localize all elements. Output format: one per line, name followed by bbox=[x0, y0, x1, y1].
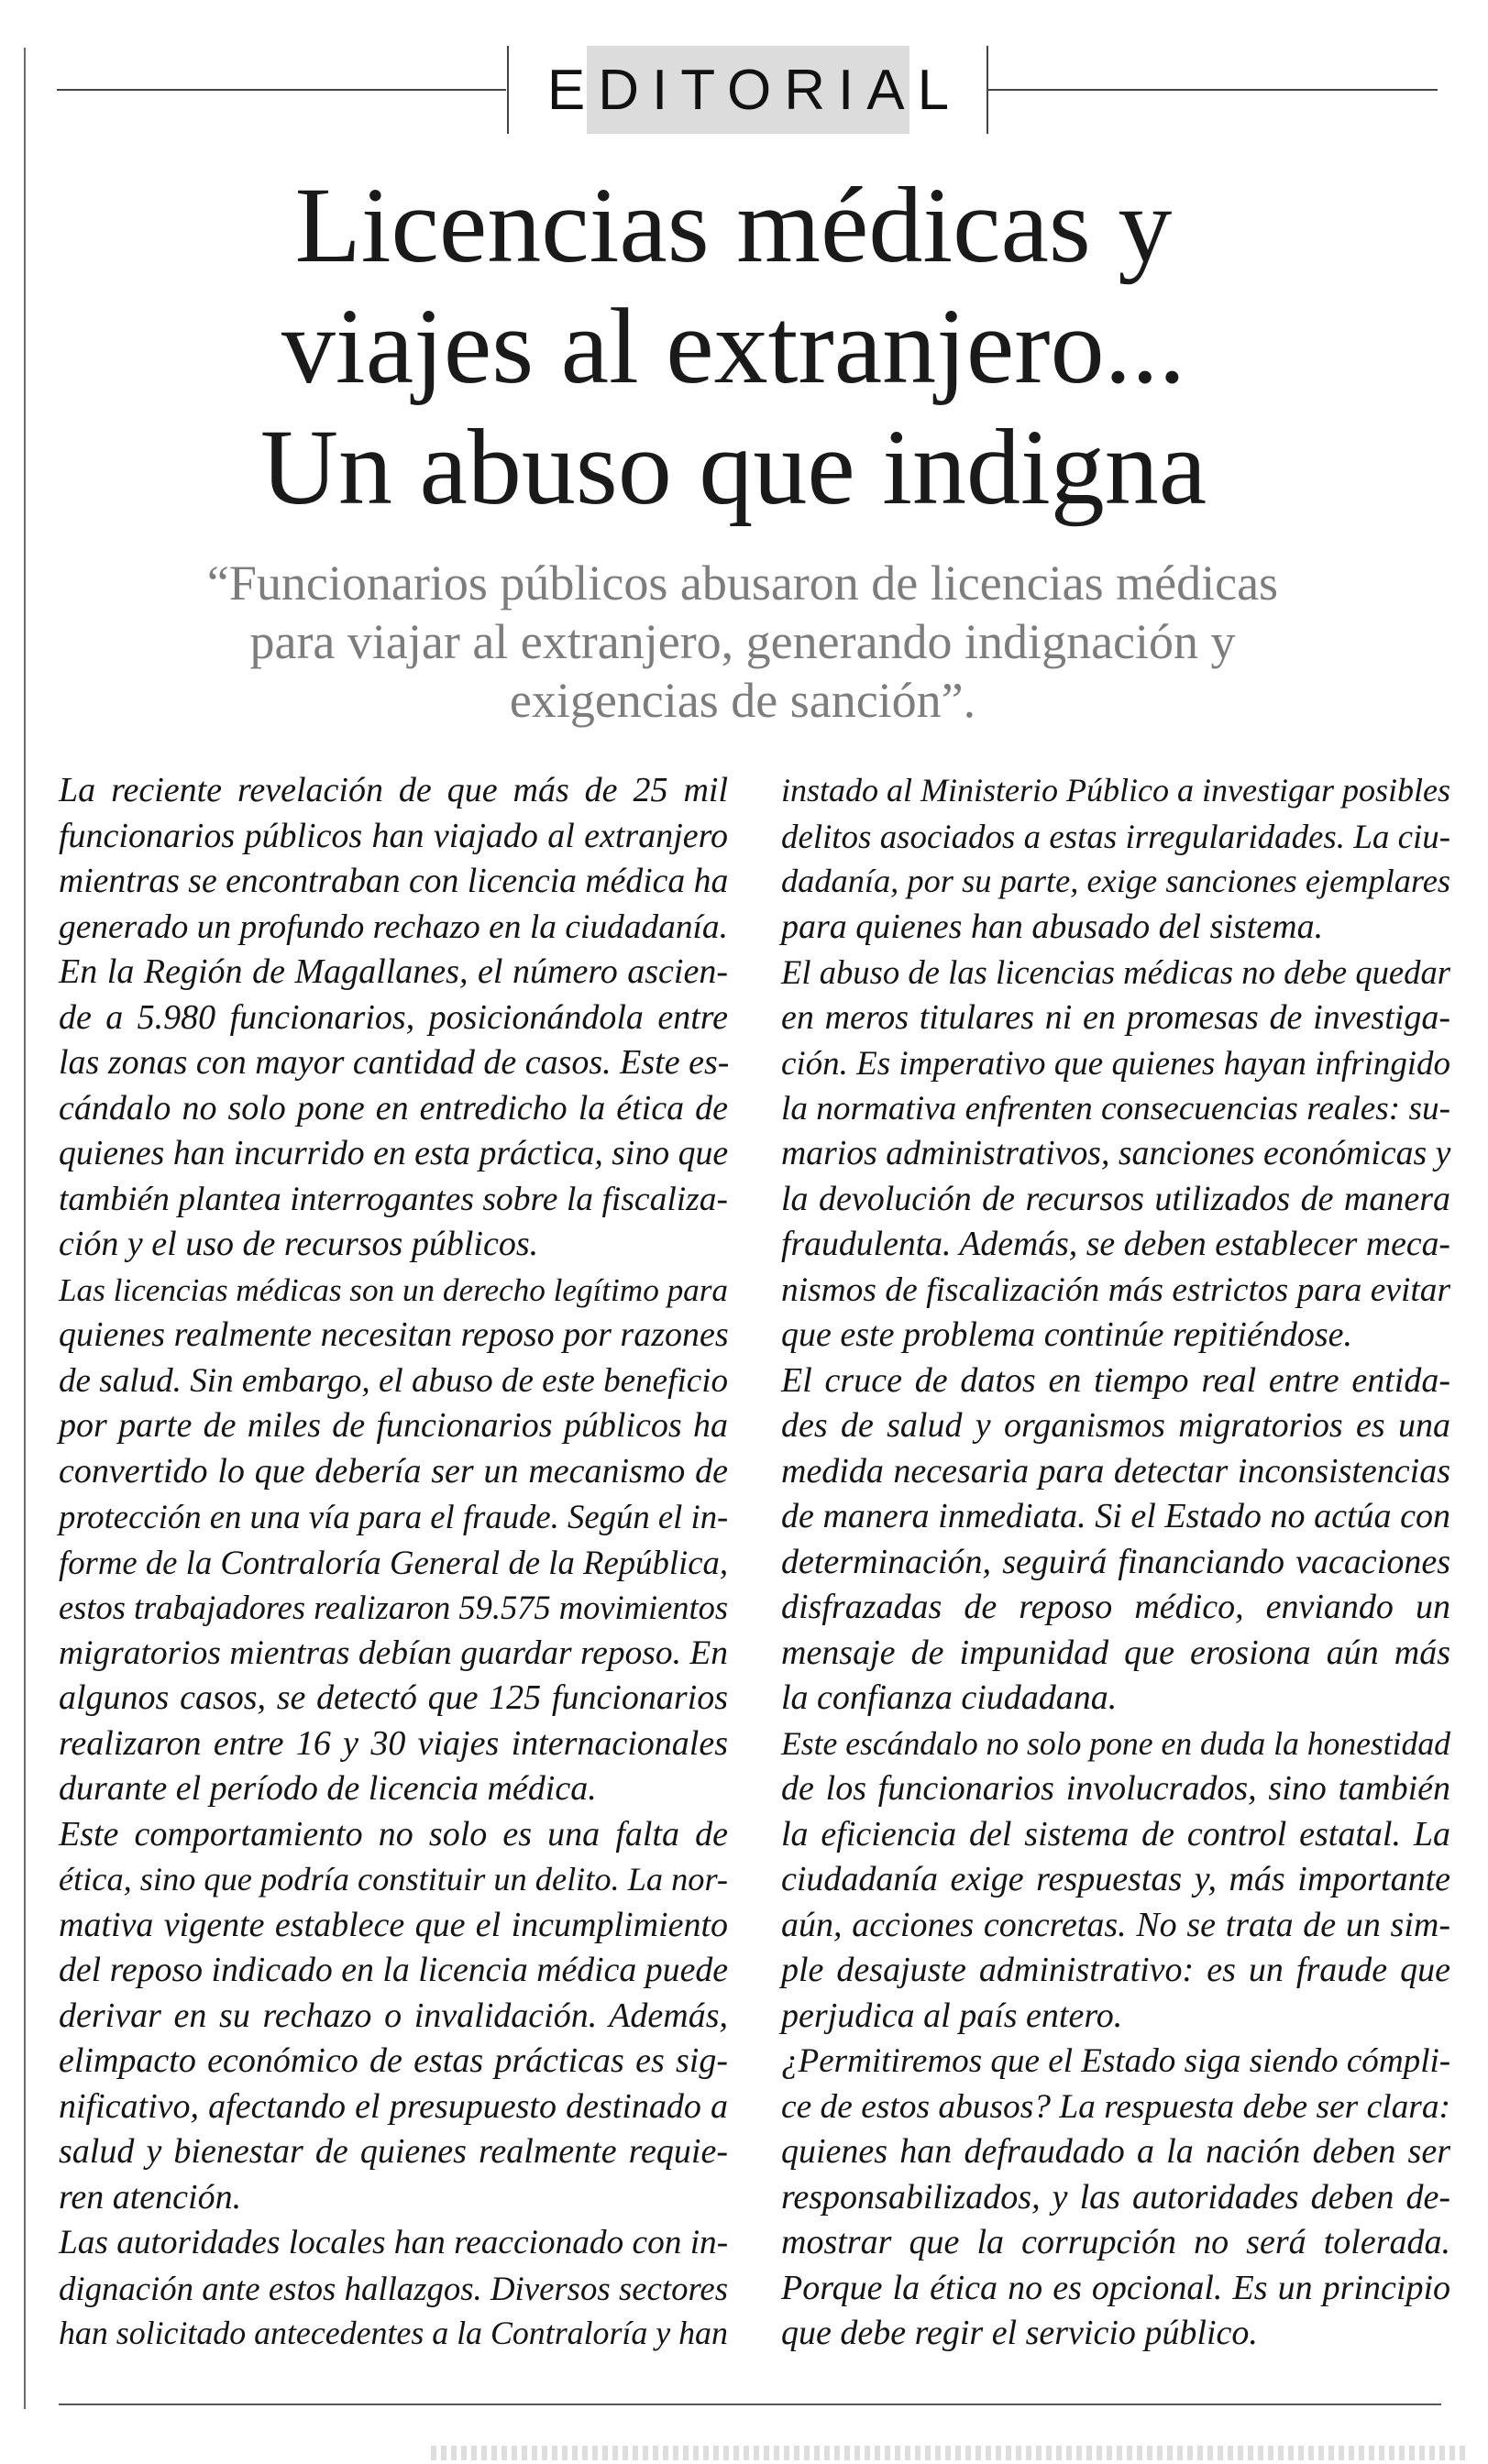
body-text-line: ren atención. bbox=[59, 2177, 242, 2216]
body-text-line: mientras se encontraban con licencia médica ha bbox=[59, 862, 729, 900]
body-text-line: de los funcionarios involucrados, sino también bbox=[781, 1769, 1450, 1808]
banner-tick-left bbox=[507, 46, 509, 134]
body-text-line: convertido lo que debería ser un mecanismo de bbox=[59, 1451, 728, 1490]
body-column-right bbox=[781, 768, 1450, 2357]
body-text-line: quienes han incurrido en esta práctica, sino que bbox=[59, 1134, 729, 1172]
body-text-line: quienes realmente necesitan reposo por razones bbox=[59, 1315, 729, 1354]
body-text-line: por parte de miles de funcionarios públicos ha bbox=[59, 1406, 728, 1445]
body-text-line: dadanía, por su parte, exige sanciones ejemplares bbox=[781, 863, 1450, 899]
body-text-line: durante el período de licencia médica. bbox=[59, 1769, 597, 1808]
body-text-line: dignación ante estos hallazgos. Diversos sectores bbox=[59, 2269, 728, 2307]
body-text-line: Este comportamiento no solo es una falta de bbox=[59, 1814, 728, 1854]
body-text-line: protección en una vía para el fraude. Según el in- bbox=[59, 1498, 729, 1535]
body-text-line: Las licencias médicas son un derecho legítimo para bbox=[59, 1271, 728, 1308]
deck-line: para viajar al extranjero, generando indignación y bbox=[249, 614, 1236, 669]
deck-line: exigencias de sanción”. bbox=[509, 673, 976, 728]
headline-line: viajes al extranjero... bbox=[281, 286, 1186, 406]
body-text-line: determinación, seguirá financiando vacaciones bbox=[781, 1542, 1450, 1581]
body-text-line: responsabilizados, y las autoridades deben de- bbox=[781, 2177, 1450, 2216]
body-text-line: ción y el uso de recursos públicos. bbox=[59, 1225, 539, 1263]
body-text-line: cándalo no solo pone en entredicho la ética de bbox=[59, 1088, 728, 1128]
section-label: EDITORIAL bbox=[587, 46, 909, 134]
body-text-line: ce de estos abusos? La respuesta debe ser clara: bbox=[781, 2087, 1450, 2126]
body-text-line: nificativo, afectando el presupuesto destinado a bbox=[59, 2086, 728, 2126]
headline bbox=[110, 165, 1357, 528]
body-text-line: ¿Permitiremos que el Estado siga siendo cómpli- bbox=[781, 2042, 1451, 2080]
body-text-line: la confianza ciudadana. bbox=[781, 1678, 1118, 1717]
body-text-line: marios administrativos, sanciones económicas y bbox=[781, 1134, 1451, 1172]
body-text-line: de manera inmediata. Si el Estado no actúa con bbox=[781, 1497, 1450, 1535]
body-text-line: elimpacto económico de estas prácticas es sig- bbox=[59, 2041, 728, 2080]
body-text-line: ple desajuste administrativo: es un fraude que bbox=[781, 1951, 1450, 1989]
body-text-line: algunos casos, se detectó que 125 funcionarios bbox=[59, 1678, 728, 1717]
body-text-line: ción. Es imperativo que quienes hayan infringido bbox=[781, 1044, 1450, 1082]
body-text-line: mativa vigente establece que el incumplimiento bbox=[59, 1905, 728, 1944]
body-text-line: aún, acciones concretas. No se trata de un sim- bbox=[781, 1905, 1450, 1944]
body-text-line: derivar en su rechazo o invalidación. Además, bbox=[59, 1996, 728, 2035]
body-text-line: Este escándalo no solo pone en duda la honestidad bbox=[781, 1724, 1450, 1762]
body-text-line: perjudica al país entero. bbox=[781, 1996, 1123, 2035]
body-text-line: instado al Ministerio Público a investigar posibles bbox=[781, 772, 1450, 808]
body-text-line: de salud. Sin embargo, el abuso de este beneficio bbox=[59, 1361, 729, 1400]
body-text-line: funcionarios públicos han viajado al extranjero bbox=[59, 816, 728, 855]
body-text-line: para quienes han abusado del sistema. bbox=[781, 907, 1324, 946]
body-text-line: Las autoridades locales han reaccionado con in- bbox=[59, 2224, 729, 2261]
body-text-line: estos trabajadores realizaron 59.575 movimientos bbox=[59, 1589, 729, 1626]
deck-line: “Funcionarios públicos abusaron de licencias médicas bbox=[206, 556, 1279, 610]
body-text-line: disfrazadas de reposo médico, enviando un bbox=[781, 1588, 1450, 1626]
body-text-line: salud y bienestar de quienes realmente requie- bbox=[59, 2132, 728, 2171]
body-text-line: delitos asociados a estas irregularidades. La ciu- bbox=[781, 817, 1450, 855]
body-text-line: medida necesaria para detectar inconsistencias bbox=[781, 1451, 1450, 1490]
body-text-line: que debe regir el servicio público. bbox=[781, 2314, 1258, 2352]
body-text-line: de a 5.980 funcionarios, posicionándola entre bbox=[59, 997, 728, 1037]
body-text-line: que este problema continúe repitiéndose. bbox=[781, 1315, 1352, 1354]
body-text-line: migratorios mientras debían guardar reposo. En bbox=[59, 1634, 728, 1672]
body-text-line: quienes han defraudado a la nación deben ser bbox=[781, 2132, 1450, 2171]
body-text-line: la devolución de recursos utilizados de manera bbox=[781, 1179, 1450, 1218]
body-text-line: El cruce de datos en tiempo real entre entida- bbox=[781, 1360, 1450, 1400]
body-text-line: la normativa enfrenten consecuencias reales: su- bbox=[781, 1089, 1450, 1128]
body-text-line: generado un profundo rechazo en la ciudadanía. bbox=[59, 908, 728, 946]
body-text-line: fraudulenta. Además, se deben establecer meca- bbox=[781, 1225, 1450, 1263]
body-text-line: han solicitado antecedentes a la Contraloría y han bbox=[59, 2315, 728, 2351]
body-text-line: La reciente revelación de que más de 25 mil bbox=[59, 771, 728, 809]
next-page-bleed-through bbox=[431, 2446, 1467, 2460]
body-text-line: Porque la ética no es opcional. Es un principio bbox=[781, 2268, 1450, 2307]
body-text-line: En la Región de Magallanes, el número ascien- bbox=[59, 952, 728, 991]
headline-line: Licencias médicas y bbox=[294, 165, 1173, 285]
body-text-line: des de salud y organismos migratorios es una bbox=[781, 1406, 1450, 1445]
bottom-rule bbox=[59, 2404, 1441, 2405]
body-text-line: la eficiencia del sistema de control estatal. La bbox=[781, 1814, 1450, 1854]
body-text-line: también plantea interrogantes sobre la fiscaliza- bbox=[59, 1180, 728, 1218]
body-text-line: las zonas con mayor cantidad de casos. Este es- bbox=[59, 1043, 730, 1082]
body-text-line: mensaje de impunidad que erosiona aún más bbox=[781, 1633, 1450, 1672]
body-text-line: ciudadanía exige respuestas y, más importante bbox=[781, 1860, 1450, 1898]
body-text-line: ética, sino que podría constituir un delito. La nor- bbox=[59, 1861, 728, 1898]
body-text-line: El abuso de las licencias médicas no debe quedar bbox=[781, 953, 1450, 991]
deck-quote bbox=[92, 554, 1394, 730]
banner-rule-right bbox=[988, 89, 1438, 91]
body-text-line: nismos de fiscalización más estrictos para evitar bbox=[781, 1270, 1450, 1309]
banner-rule-left bbox=[57, 89, 506, 91]
body-text-line: en meros titulares ni en promesas de investiga- bbox=[781, 997, 1450, 1037]
body-text-line: realizaron entre 16 y 30 viajes internacionales bbox=[59, 1723, 728, 1763]
body-text-line: mostrar que la corrupción no será tolerada. bbox=[781, 2223, 1450, 2261]
body-text-line: del reposo indicado en la licencia médica puede bbox=[59, 1951, 728, 1989]
body-column-left bbox=[59, 768, 728, 2357]
body-text-line: forme de la Contraloría General de la República, bbox=[59, 1543, 728, 1581]
page-frame-left-border bbox=[24, 48, 26, 2409]
headline-line: Un abuso que indigna bbox=[259, 407, 1207, 527]
